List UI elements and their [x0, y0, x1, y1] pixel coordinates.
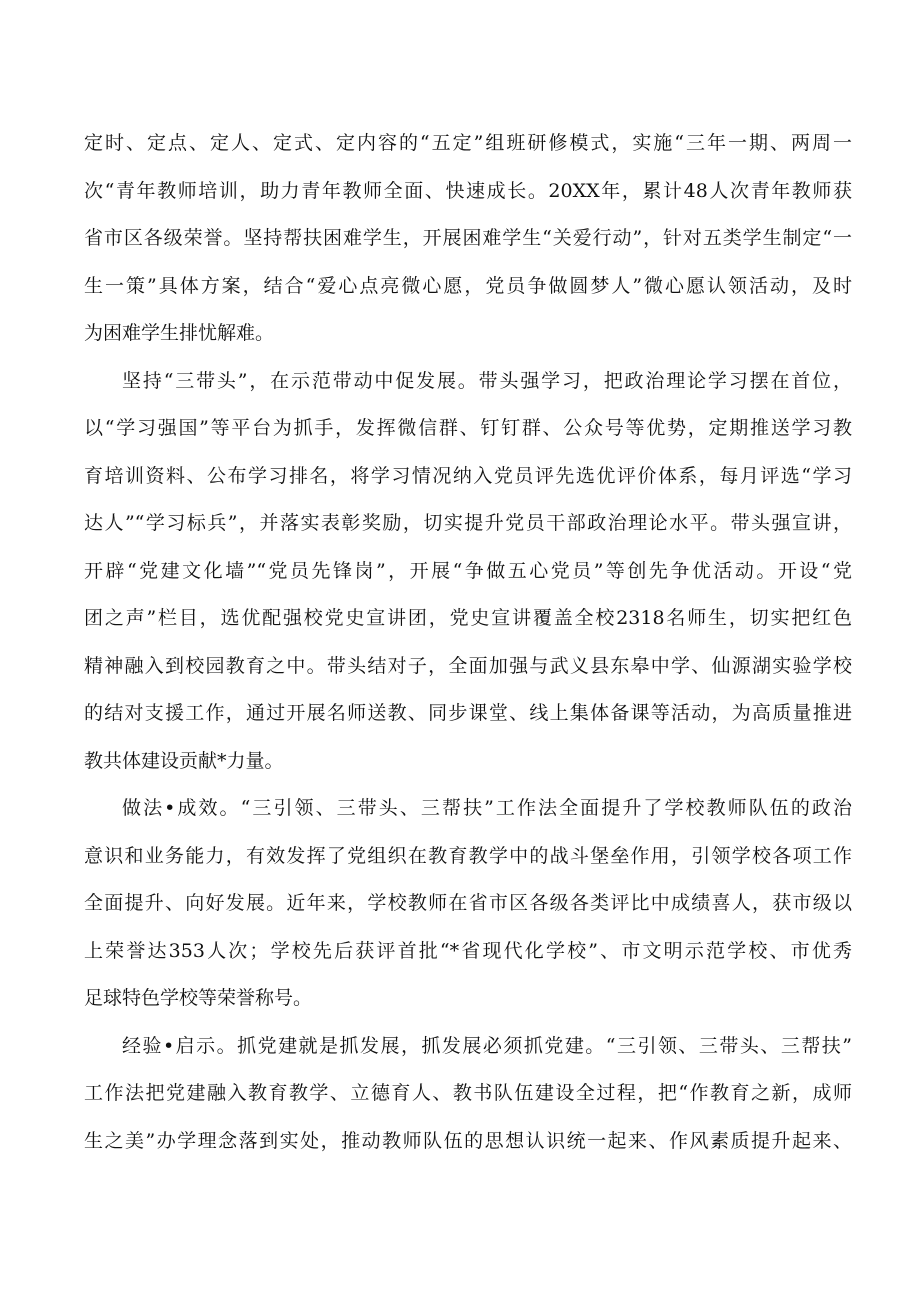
text-line: 生之美”办学理念落到实处，推动教师队伍的思想认识统一起来、作风素质提升起来、 — [84, 1129, 852, 1152]
text-line: 全面提升、向好发展。近年来，学校教师在省市区各级各类评比中成绩喜人，获市级以 — [84, 892, 852, 914]
text-line: 育培训资料、公布学习排名，将学习情况纳入党员评先选优评价体系，每月评选“学习 — [84, 464, 852, 487]
text-line: 坚持“三带头”，在示范带动中促发展。带头强学习，把政治理论学习摆在首位， — [122, 369, 852, 392]
text-line: 定时、定点、定人、定式、定内容的“五定”组班研修模式，实施“三年一期、两周一 — [84, 132, 852, 154]
text-line: 教共体建设贡献*力量。 — [84, 749, 284, 772]
document-body — [84, 120, 852, 1165]
text-line: 生一策”具体方案，结合“爱心点亮微心愿，党员争做圆梦人”微心愿认领活动，及时 — [84, 274, 852, 297]
text-line: 以“学习强国”等平台为抓手，发挥微信群、钉钉群、公众号等优势，定期推送学习教 — [84, 417, 852, 439]
text-line: 团之声”栏目，选优配强校党史宣讲团，党史宣讲覆盖全校2318名师生，切实把红色 — [84, 607, 852, 629]
text-line: 经验•启示。抓党建就是抓发展，抓发展必须抓党建。“三引领、三带头、三帮扶” — [122, 1034, 852, 1057]
text-line: 足球特色学校等荣誉称号。 — [84, 987, 313, 1009]
text-line: 意识和业务能力，有效发挥了党组织在教育教学中的战斗堡垒作用，引领学校各项工作 — [84, 844, 852, 867]
text-line: 上荣誉达353人次；学校先后获评首批“*省现代化学校”、市文明示范学校、市优秀 — [84, 939, 852, 962]
text-line: 为困难学生排忧解难。 — [84, 322, 275, 344]
text-line: 省市区各级荣誉。坚持帮扶困难学生，开展困难学生“关爱行动”，针对五类学生制定“一 — [84, 227, 852, 249]
text-line: 开辟“党建文化墙”“党员先锋岗”，开展“争做五心党员”等创先争优活动。开设“党 — [84, 559, 852, 582]
text-line: 达人”“学习标兵”，并落实表彰奖励，切实提升党员干部政治理论水平。带头强宣讲， — [84, 512, 852, 534]
text-line: 工作法把党建融入教育教学、立德育人、教书队伍建设全过程，把“作教育之新，成师 — [84, 1082, 852, 1104]
text-line: 做法•成效。“三引领、三带头、三帮扶”工作法全面提升了学校教师队伍的政治 — [122, 797, 852, 819]
text-line: 次“青年教师培训，助力青年教师全面、快速成长。20XX年，累计48人次青年教师获 — [84, 179, 852, 202]
text-line: 的结对支援工作，通过开展名师送教、同步课堂、线上集体备课等活动，为高质量推进 — [84, 702, 852, 724]
text-line: 精神融入到校园教育之中。带头结对子，全面加强与武义县东皋中学、仙源湖实验学校 — [84, 654, 852, 677]
